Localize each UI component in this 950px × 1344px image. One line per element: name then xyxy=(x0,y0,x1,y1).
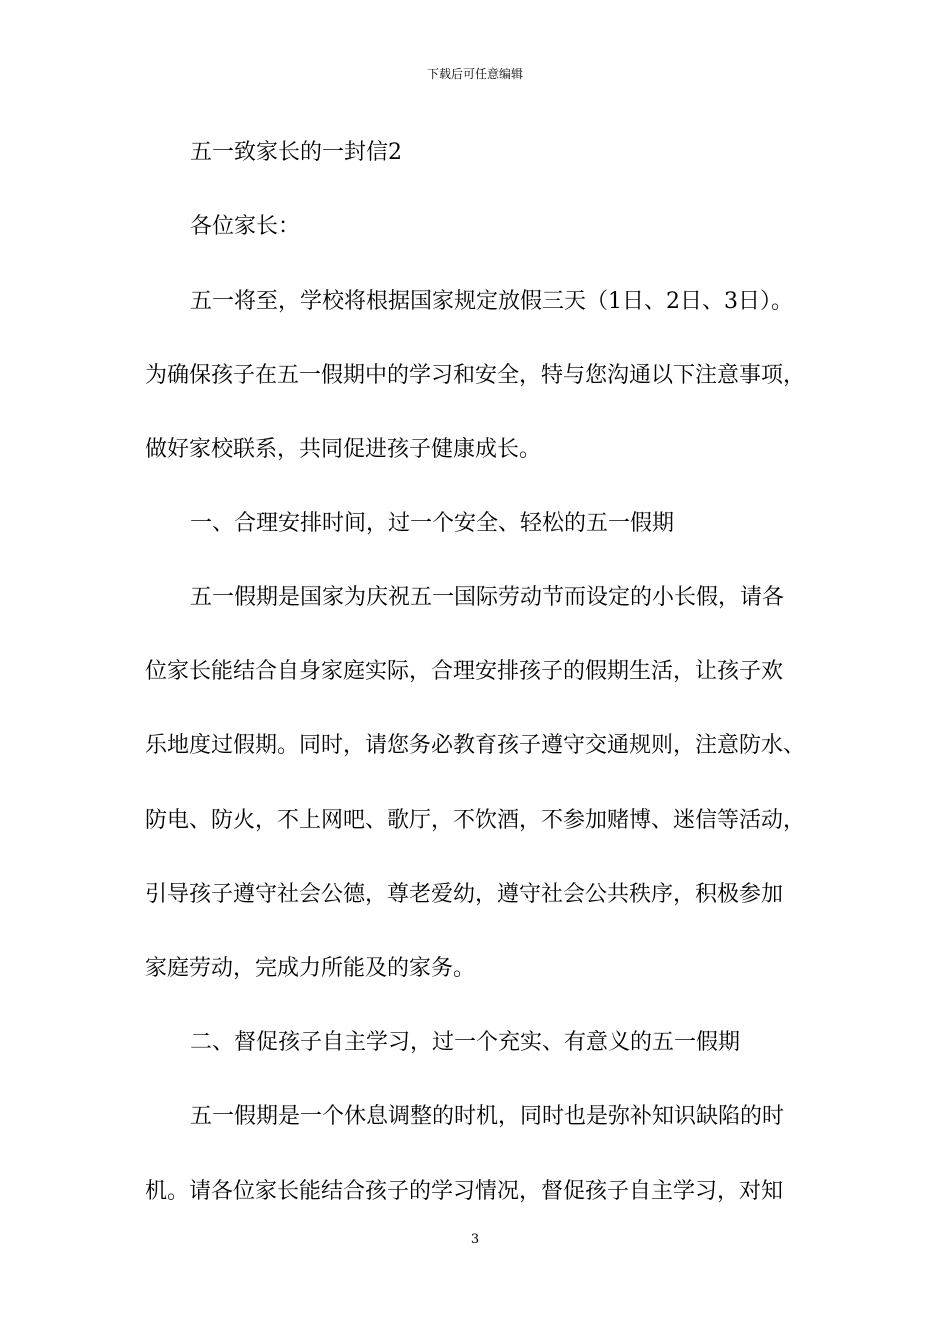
paragraph-line: 家庭劳动，完成力所能及的家务。 xyxy=(145,956,476,981)
page-number: 3 xyxy=(470,1232,480,1247)
paragraph-line: 为确保孩子在五一假期中的学习和安全，特与您沟通以下注意事项， xyxy=(145,363,806,388)
paragraph-line: 防电、防火，不上网吧、歌厅，不饮酒，不参加赌博、迷信等活动， xyxy=(145,808,806,833)
paragraph-line: 引导孩子遵守社会公德，尊老爱幼，遵守社会公共秩序，积极参加 xyxy=(145,882,784,907)
paragraph-line: 机。请各位家长能结合孩子的学习情况，督促孩子自主学习，对知 xyxy=(145,1179,784,1204)
paragraph-line: 乐地度过假期。同时，请您务必教育孩子遵守交通规则，注意防水、 xyxy=(145,733,806,758)
salutation: 各位家长： xyxy=(190,214,301,239)
document-title: 五一致家长的一封信2 xyxy=(190,140,402,165)
paragraph-line: 位家长能结合自身家庭实际，合理安排孩子的假期生活，让孩子欢 xyxy=(145,659,784,684)
paragraph-line: 五一将至，学校将根据国家规定放假三天（1日、2日、3日）。 xyxy=(190,289,793,314)
paragraph-line: 五一假期是一个休息调整的时机，同时也是弥补知识缺陷的时 xyxy=(190,1104,785,1129)
section-heading: 二、督促孩子自主学习，过一个充实、有意义的五一假期 xyxy=(190,1030,741,1055)
paragraph-line: 五一假期是国家为庆祝五一国际劳动节而设定的小长假，请各 xyxy=(190,585,785,610)
paragraph-line: 做好家校联系，共同促进孩子健康成长。 xyxy=(145,437,542,462)
page-header: 下载后可任意编辑 xyxy=(426,67,523,81)
section-heading: 一、合理安排时间，过一个安全、轻松的五一假期 xyxy=(190,511,675,536)
